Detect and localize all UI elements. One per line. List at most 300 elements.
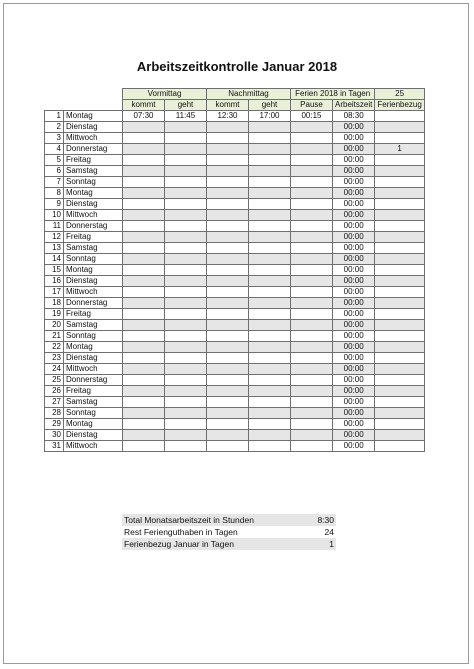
arbeitszeit-cell[interactable]: 00:00 [333, 177, 375, 188]
vm-kommt-cell[interactable] [123, 122, 165, 133]
arbeitszeit-cell[interactable]: 00:00 [333, 408, 375, 419]
nm-kommt-cell[interactable]: 12:30 [207, 111, 249, 122]
vm-geht-cell[interactable] [165, 408, 207, 419]
nm-geht-cell[interactable] [249, 320, 291, 331]
nm-geht-cell[interactable] [249, 408, 291, 419]
ferienbezug-cell[interactable] [375, 210, 424, 221]
weekday-cell: Samstag [64, 397, 123, 408]
ferienbezug-cell[interactable] [375, 331, 424, 342]
header-ferien-value[interactable]: 25 [375, 89, 424, 100]
summary-row [122, 514, 336, 526]
vm-kommt-cell[interactable] [123, 144, 165, 155]
document-page [3, 3, 469, 664]
table-row [45, 386, 425, 397]
weekday-cell: Freitag [64, 232, 123, 243]
vm-kommt-cell[interactable] [123, 287, 165, 298]
summary-label: Rest Ferienguthaben in Tagen [124, 527, 238, 537]
vm-kommt-cell[interactable] [123, 430, 165, 441]
pause-cell[interactable] [291, 386, 333, 397]
vm-kommt-cell[interactable] [123, 397, 165, 408]
day-number-cell: 8 [45, 188, 64, 199]
ferienbezug-cell[interactable] [375, 309, 424, 320]
arbeitszeit-cell[interactable]: 00:00 [333, 419, 375, 430]
vm-geht-cell[interactable] [165, 441, 207, 452]
pause-cell[interactable] [291, 342, 333, 353]
vm-kommt-cell[interactable] [123, 386, 165, 397]
table-row [45, 221, 425, 232]
pause-cell[interactable] [291, 331, 333, 342]
table-row [45, 166, 425, 177]
page-title: Arbeitszeitkontrolle Januar 2018 [136, 59, 338, 74]
pause-cell[interactable] [291, 232, 333, 243]
pause-cell[interactable] [291, 221, 333, 232]
vm-geht-cell[interactable] [165, 199, 207, 210]
weekday-cell: Montag [64, 342, 123, 353]
ferienbezug-cell[interactable] [375, 364, 424, 375]
vm-kommt-cell[interactable] [123, 188, 165, 199]
table-row [45, 111, 425, 122]
weekday-cell: Mittwoch [64, 287, 123, 298]
nm-kommt-cell[interactable] [207, 309, 249, 320]
vm-geht-cell[interactable] [165, 166, 207, 177]
weekday-cell: Sonntag [64, 408, 123, 419]
arbeitszeit-cell[interactable]: 00:00 [333, 243, 375, 254]
vm-geht-cell[interactable] [165, 419, 207, 430]
pause-cell[interactable] [291, 408, 333, 419]
summary-label: Total Monatsarbeitszeit in Stunden [124, 515, 254, 525]
arbeitszeit-cell[interactable]: 00:00 [333, 397, 375, 408]
summary-row [122, 526, 336, 538]
vm-kommt-cell[interactable] [123, 298, 165, 309]
ferienbezug-cell[interactable] [375, 353, 424, 364]
vm-geht-cell[interactable] [165, 375, 207, 386]
ferienbezug-cell[interactable] [375, 320, 424, 331]
vm-kommt-cell[interactable] [123, 441, 165, 452]
nm-kommt-cell[interactable] [207, 210, 249, 221]
nm-geht-cell[interactable] [249, 177, 291, 188]
vm-geht-cell[interactable] [165, 122, 207, 133]
ferienbezug-cell[interactable] [375, 419, 424, 430]
vm-geht-cell[interactable] [165, 342, 207, 353]
vm-geht-cell[interactable] [165, 133, 207, 144]
vm-kommt-cell[interactable] [123, 254, 165, 265]
ferienbezug-cell[interactable] [375, 265, 424, 276]
table-row [45, 430, 425, 441]
nm-kommt-cell[interactable] [207, 144, 249, 155]
arbeitszeit-cell[interactable]: 00:00 [333, 166, 375, 177]
summary-block [122, 514, 336, 550]
ferienbezug-cell[interactable] [375, 221, 424, 232]
nm-geht-cell[interactable] [249, 342, 291, 353]
pause-cell[interactable] [291, 320, 333, 331]
nm-geht-cell[interactable] [249, 243, 291, 254]
day-number-cell: 4 [45, 144, 64, 155]
nm-geht-cell[interactable] [249, 430, 291, 441]
ferienbezug-cell[interactable] [375, 276, 424, 287]
day-number-cell: 28 [45, 408, 64, 419]
arbeitszeit-cell[interactable]: 00:00 [333, 386, 375, 397]
nm-kommt-cell[interactable] [207, 298, 249, 309]
pause-cell[interactable] [291, 397, 333, 408]
day-number-cell: 16 [45, 276, 64, 287]
vm-geht-cell[interactable] [165, 265, 207, 276]
nm-kommt-cell[interactable] [207, 287, 249, 298]
nm-geht-cell[interactable] [249, 375, 291, 386]
vm-geht-cell[interactable] [165, 430, 207, 441]
day-number-cell: 13 [45, 243, 64, 254]
arbeitszeit-cell[interactable]: 00:00 [333, 122, 375, 133]
weekday-cell: Samstag [64, 320, 123, 331]
header-blank [45, 100, 64, 111]
pause-cell[interactable] [291, 353, 333, 364]
pause-cell[interactable] [291, 254, 333, 265]
weekday-cell: Mittwoch [64, 364, 123, 375]
ferienbezug-cell[interactable] [375, 155, 424, 166]
vm-kommt-cell[interactable] [123, 199, 165, 210]
table-row [45, 210, 425, 221]
vm-geht-cell[interactable] [165, 386, 207, 397]
ferienbezug-cell[interactable] [375, 408, 424, 419]
header-nm-kommt: kommt [207, 100, 249, 111]
nm-kommt-cell[interactable] [207, 364, 249, 375]
header-vm-kommt: kommt [123, 100, 165, 111]
header-arbeitszeit: Arbeitszeit [333, 100, 375, 111]
weekday-cell: Montag [64, 419, 123, 430]
summary-value: 8:30 [317, 515, 334, 525]
weekday-cell: Montag [64, 111, 123, 122]
nm-kommt-cell[interactable] [207, 397, 249, 408]
weekday-cell: Sonntag [64, 331, 123, 342]
nm-kommt-cell[interactable] [207, 133, 249, 144]
table-row [45, 364, 425, 375]
nm-geht-cell[interactable] [249, 188, 291, 199]
nm-kommt-cell[interactable] [207, 155, 249, 166]
pause-cell[interactable] [291, 298, 333, 309]
nm-geht-cell[interactable] [249, 331, 291, 342]
nm-kommt-cell[interactable] [207, 254, 249, 265]
vm-geht-cell[interactable] [165, 210, 207, 221]
vm-kommt-cell[interactable]: 07:30 [123, 111, 165, 122]
nm-kommt-cell[interactable] [207, 232, 249, 243]
ferienbezug-cell[interactable] [375, 397, 424, 408]
arbeitszeit-cell[interactable]: 00:00 [333, 155, 375, 166]
vm-kommt-cell[interactable] [123, 221, 165, 232]
day-number-cell: 15 [45, 265, 64, 276]
table-row [45, 144, 425, 155]
weekday-cell: Freitag [64, 386, 123, 397]
pause-cell[interactable] [291, 177, 333, 188]
arbeitszeit-cell[interactable]: 00:00 [333, 353, 375, 364]
nm-kommt-cell[interactable] [207, 265, 249, 276]
nm-kommt-cell[interactable] [207, 199, 249, 210]
day-number-cell: 26 [45, 386, 64, 397]
nm-geht-cell[interactable] [249, 364, 291, 375]
ferienbezug-cell[interactable] [375, 122, 424, 133]
weekday-cell: Donnerstag [64, 298, 123, 309]
nm-geht-cell[interactable] [249, 166, 291, 177]
vm-kommt-cell[interactable] [123, 265, 165, 276]
header-nachmittag: Nachmittag [207, 89, 291, 100]
nm-kommt-cell[interactable] [207, 408, 249, 419]
weekday-cell: Montag [64, 265, 123, 276]
nm-geht-cell[interactable] [249, 210, 291, 221]
nm-geht-cell[interactable] [249, 353, 291, 364]
pause-cell[interactable] [291, 265, 333, 276]
nm-kommt-cell[interactable] [207, 177, 249, 188]
vm-kommt-cell[interactable] [123, 353, 165, 364]
vm-geht-cell[interactable] [165, 320, 207, 331]
day-number-cell: 2 [45, 122, 64, 133]
nm-geht-cell[interactable] [249, 199, 291, 210]
nm-kommt-cell[interactable] [207, 375, 249, 386]
pause-cell[interactable] [291, 155, 333, 166]
day-number-cell: 1 [45, 111, 64, 122]
nm-geht-cell[interactable]: 17:00 [249, 111, 291, 122]
arbeitszeit-cell[interactable]: 00:00 [333, 298, 375, 309]
nm-geht-cell[interactable] [249, 309, 291, 320]
vm-kommt-cell[interactable] [123, 166, 165, 177]
vm-geht-cell[interactable] [165, 188, 207, 199]
arbeitszeit-cell[interactable]: 00:00 [333, 309, 375, 320]
ferienbezug-cell[interactable] [375, 243, 424, 254]
pause-cell[interactable] [291, 122, 333, 133]
ferienbezug-cell[interactable] [375, 342, 424, 353]
day-number-cell: 27 [45, 397, 64, 408]
nm-kommt-cell[interactable] [207, 188, 249, 199]
table-row [45, 254, 425, 265]
ferienbezug-cell[interactable] [375, 188, 424, 199]
vm-geht-cell[interactable] [165, 276, 207, 287]
ferienbezug-cell[interactable] [375, 430, 424, 441]
pause-cell[interactable] [291, 375, 333, 386]
nm-geht-cell[interactable] [249, 386, 291, 397]
nm-kommt-cell[interactable] [207, 331, 249, 342]
arbeitszeit-cell[interactable]: 00:00 [333, 276, 375, 287]
arbeitszeit-cell[interactable]: 00:00 [333, 331, 375, 342]
day-number-cell: 22 [45, 342, 64, 353]
vm-geht-cell[interactable] [165, 364, 207, 375]
table-row [45, 276, 425, 287]
day-number-cell: 12 [45, 232, 64, 243]
header-blank [64, 89, 123, 100]
day-number-cell: 9 [45, 199, 64, 210]
arbeitszeit-cell[interactable]: 00:00 [333, 133, 375, 144]
ferienbezug-cell[interactable] [375, 254, 424, 265]
day-number-cell: 31 [45, 441, 64, 452]
ferienbezug-cell[interactable] [375, 298, 424, 309]
pause-cell[interactable] [291, 133, 333, 144]
day-number-cell: 20 [45, 320, 64, 331]
vm-kommt-cell[interactable] [123, 331, 165, 342]
arbeitszeit-cell[interactable]: 08:30 [333, 111, 375, 122]
summary-label: Ferienbezug Januar in Tagen [124, 539, 234, 549]
header-ferien-label: Ferien 2018 in Tagen [291, 89, 375, 100]
table-row [45, 243, 425, 254]
day-number-cell: 23 [45, 353, 64, 364]
weekday-cell: Sonntag [64, 254, 123, 265]
arbeitszeit-cell[interactable]: 00:00 [333, 364, 375, 375]
pause-cell[interactable] [291, 419, 333, 430]
pause-cell[interactable] [291, 166, 333, 177]
ferienbezug-cell[interactable] [375, 133, 424, 144]
nm-geht-cell[interactable] [249, 133, 291, 144]
pause-cell[interactable] [291, 199, 333, 210]
pause-cell[interactable] [291, 144, 333, 155]
weekday-cell: Donnerstag [64, 144, 123, 155]
vm-kommt-cell[interactable] [123, 210, 165, 221]
pause-cell[interactable] [291, 430, 333, 441]
vm-kommt-cell[interactable] [123, 276, 165, 287]
vm-geht-cell[interactable] [165, 309, 207, 320]
arbeitszeit-cell[interactable]: 00:00 [333, 232, 375, 243]
nm-geht-cell[interactable] [249, 155, 291, 166]
pause-cell[interactable] [291, 210, 333, 221]
pause-cell[interactable] [291, 243, 333, 254]
weekday-cell: Dienstag [64, 353, 123, 364]
day-number-cell: 10 [45, 210, 64, 221]
header-vormittag: Vormittag [123, 89, 207, 100]
vm-kommt-cell[interactable] [123, 419, 165, 430]
pause-cell[interactable] [291, 287, 333, 298]
nm-geht-cell[interactable] [249, 397, 291, 408]
nm-geht-cell[interactable] [249, 232, 291, 243]
arbeitszeit-cell[interactable]: 00:00 [333, 265, 375, 276]
nm-geht-cell[interactable] [249, 122, 291, 133]
nm-geht-cell[interactable] [249, 221, 291, 232]
vm-kommt-cell[interactable] [123, 133, 165, 144]
nm-geht-cell[interactable] [249, 265, 291, 276]
vm-geht-cell[interactable] [165, 287, 207, 298]
arbeitszeit-cell[interactable]: 00:00 [333, 188, 375, 199]
day-number-cell: 11 [45, 221, 64, 232]
table-row [45, 342, 425, 353]
table-row [45, 309, 425, 320]
nm-kommt-cell[interactable] [207, 430, 249, 441]
vm-geht-cell[interactable] [165, 254, 207, 265]
nm-geht-cell[interactable] [249, 419, 291, 430]
arbeitszeit-cell[interactable]: 00:00 [333, 287, 375, 298]
ferienbezug-cell[interactable] [375, 386, 424, 397]
vm-geht-cell[interactable] [165, 298, 207, 309]
arbeitszeit-cell[interactable]: 00:00 [333, 221, 375, 232]
vm-kommt-cell[interactable] [123, 155, 165, 166]
arbeitszeit-cell[interactable]: 00:00 [333, 144, 375, 155]
ferienbezug-cell[interactable] [375, 111, 424, 122]
table-row [45, 287, 425, 298]
arbeitszeit-cell[interactable]: 00:00 [333, 342, 375, 353]
weekday-cell: Mittwoch [64, 133, 123, 144]
day-number-cell: 21 [45, 331, 64, 342]
nm-kommt-cell[interactable] [207, 320, 249, 331]
vm-geht-cell[interactable] [165, 353, 207, 364]
nm-kommt-cell[interactable] [207, 441, 249, 452]
day-number-cell: 25 [45, 375, 64, 386]
vm-geht-cell[interactable]: 11:45 [165, 111, 207, 122]
nm-kommt-cell[interactable] [207, 342, 249, 353]
arbeitszeit-cell[interactable]: 00:00 [333, 210, 375, 221]
pause-cell[interactable] [291, 364, 333, 375]
ferienbezug-cell[interactable] [375, 166, 424, 177]
vm-geht-cell[interactable] [165, 144, 207, 155]
nm-kommt-cell[interactable] [207, 122, 249, 133]
nm-kommt-cell[interactable] [207, 419, 249, 430]
vm-geht-cell[interactable] [165, 232, 207, 243]
arbeitszeit-cell[interactable]: 00:00 [333, 320, 375, 331]
arbeitszeit-cell[interactable]: 00:00 [333, 254, 375, 265]
arbeitszeit-cell[interactable]: 00:00 [333, 430, 375, 441]
arbeitszeit-cell[interactable]: 00:00 [333, 199, 375, 210]
pause-cell[interactable] [291, 309, 333, 320]
nm-kommt-cell[interactable] [207, 276, 249, 287]
ferienbezug-cell[interactable] [375, 441, 424, 452]
nm-geht-cell[interactable] [249, 144, 291, 155]
pause-cell[interactable]: 00:15 [291, 111, 333, 122]
vm-kommt-cell[interactable] [123, 320, 165, 331]
nm-geht-cell[interactable] [249, 441, 291, 452]
header-ferienbezug: Ferienbezug [375, 100, 424, 111]
nm-kommt-cell[interactable] [207, 166, 249, 177]
ferienbezug-cell[interactable] [375, 177, 424, 188]
vm-kommt-cell[interactable] [123, 364, 165, 375]
ferienbezug-cell[interactable] [375, 199, 424, 210]
nm-geht-cell[interactable] [249, 276, 291, 287]
ferienbezug-cell[interactable] [375, 232, 424, 243]
vm-kommt-cell[interactable] [123, 243, 165, 254]
ferienbezug-cell[interactable] [375, 375, 424, 386]
summary-value: 24 [324, 527, 334, 537]
weekday-cell: Sonntag [64, 177, 123, 188]
vm-geht-cell[interactable] [165, 331, 207, 342]
nm-kommt-cell[interactable] [207, 221, 249, 232]
header-pause: Pause [291, 100, 333, 111]
pause-cell[interactable] [291, 188, 333, 199]
pause-cell[interactable] [291, 276, 333, 287]
ferienbezug-cell[interactable] [375, 287, 424, 298]
day-number-cell: 14 [45, 254, 64, 265]
nm-kommt-cell[interactable] [207, 243, 249, 254]
nm-geht-cell[interactable] [249, 298, 291, 309]
vm-kommt-cell[interactable] [123, 342, 165, 353]
nm-kommt-cell[interactable] [207, 386, 249, 397]
header-vm-geht: geht [165, 100, 207, 111]
nm-geht-cell[interactable] [249, 287, 291, 298]
table-row [45, 265, 425, 276]
header-row-2 [45, 100, 425, 111]
vm-geht-cell[interactable] [165, 397, 207, 408]
vm-kommt-cell[interactable] [123, 375, 165, 386]
vm-kommt-cell[interactable] [123, 408, 165, 419]
arbeitszeit-cell[interactable]: 00:00 [333, 441, 375, 452]
table-row [45, 232, 425, 243]
table-row [45, 122, 425, 133]
vm-kommt-cell[interactable] [123, 177, 165, 188]
table-row [45, 320, 425, 331]
vm-geht-cell[interactable] [165, 221, 207, 232]
nm-kommt-cell[interactable] [207, 353, 249, 364]
vm-geht-cell[interactable] [165, 177, 207, 188]
vm-kommt-cell[interactable] [123, 309, 165, 320]
ferienbezug-cell[interactable]: 1 [375, 144, 424, 155]
arbeitszeit-cell[interactable]: 00:00 [333, 375, 375, 386]
weekday-cell: Mittwoch [64, 210, 123, 221]
nm-geht-cell[interactable] [249, 254, 291, 265]
vm-geht-cell[interactable] [165, 243, 207, 254]
pause-cell[interactable] [291, 441, 333, 452]
header-blank [45, 89, 64, 100]
header-nm-geht: geht [249, 100, 291, 111]
vm-geht-cell[interactable] [165, 155, 207, 166]
vm-kommt-cell[interactable] [123, 232, 165, 243]
